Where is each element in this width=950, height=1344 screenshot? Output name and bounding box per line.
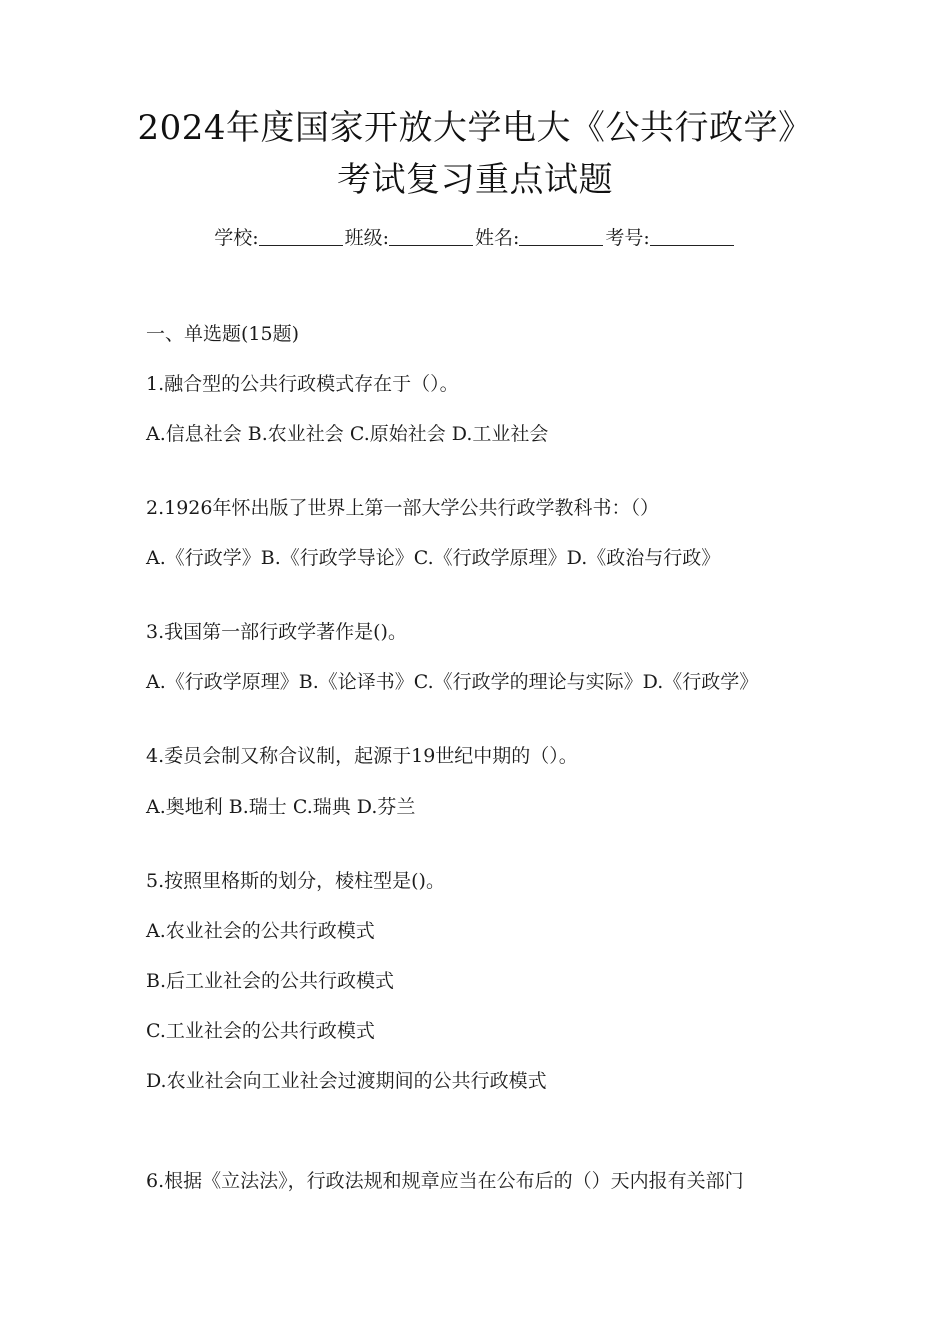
question-1-options: A.信息社会 B.农业社会 C.原始社会 D.工业社会 bbox=[146, 423, 549, 445]
document-title-line1: 2024年度国家开放大学电大《公共行政学》 bbox=[137, 108, 813, 148]
student-info-row bbox=[0, 224, 950, 252]
school-label: 学校: bbox=[214, 227, 259, 249]
question-1-stem: 1.融合型的公共行政模式存在于（）。 bbox=[146, 373, 459, 395]
exam-number-label: 考号: bbox=[605, 227, 650, 249]
school-blank bbox=[259, 225, 343, 246]
question-4-stem: 4.委员会制又称合议制，起源于19世纪中期的（）。 bbox=[146, 745, 578, 767]
question-2-stem: 2.1926年怀出版了世界上第一部大学公共行政学教科书：（） bbox=[146, 497, 659, 519]
section-heading: 一、单选题(15题) bbox=[146, 323, 300, 345]
question-5-stem: 5.按照里格斯的划分，棱柱型是()。 bbox=[146, 870, 445, 892]
name-label: 姓名: bbox=[475, 227, 520, 249]
question-5-option-d: D.农业社会向工业社会过渡期间的公共行政模式 bbox=[146, 1070, 547, 1092]
question-5-option-c: C.工业社会的公共行政模式 bbox=[146, 1020, 375, 1042]
question-6-stem: 6.根据《立法法》，行政法规和规章应当在公布后的（）天内报有关部门 bbox=[146, 1170, 744, 1192]
exam-number-blank bbox=[650, 225, 734, 246]
question-4-options: A.奥地利 B.瑞士 C.瑞典 D.芬兰 bbox=[146, 796, 416, 818]
question-3-stem: 3.我国第一部行政学著作是()。 bbox=[146, 621, 407, 643]
question-5-option-a: A.农业社会的公共行政模式 bbox=[146, 920, 375, 942]
question-3-options: A.《行政学原理》B.《论译书》C.《行政学的理论与实际》D.《行政学》 bbox=[146, 671, 759, 693]
question-2-options: A.《行政学》B.《行政学导论》C.《行政学原理》D.《政治与行政》 bbox=[146, 547, 721, 569]
class-label: 班级: bbox=[344, 227, 389, 249]
class-blank bbox=[389, 225, 473, 246]
name-blank bbox=[519, 225, 603, 246]
document-title-line2: 考试复习重点试题 bbox=[337, 160, 613, 200]
question-5-option-b: B.后工业社会的公共行政模式 bbox=[146, 970, 395, 992]
